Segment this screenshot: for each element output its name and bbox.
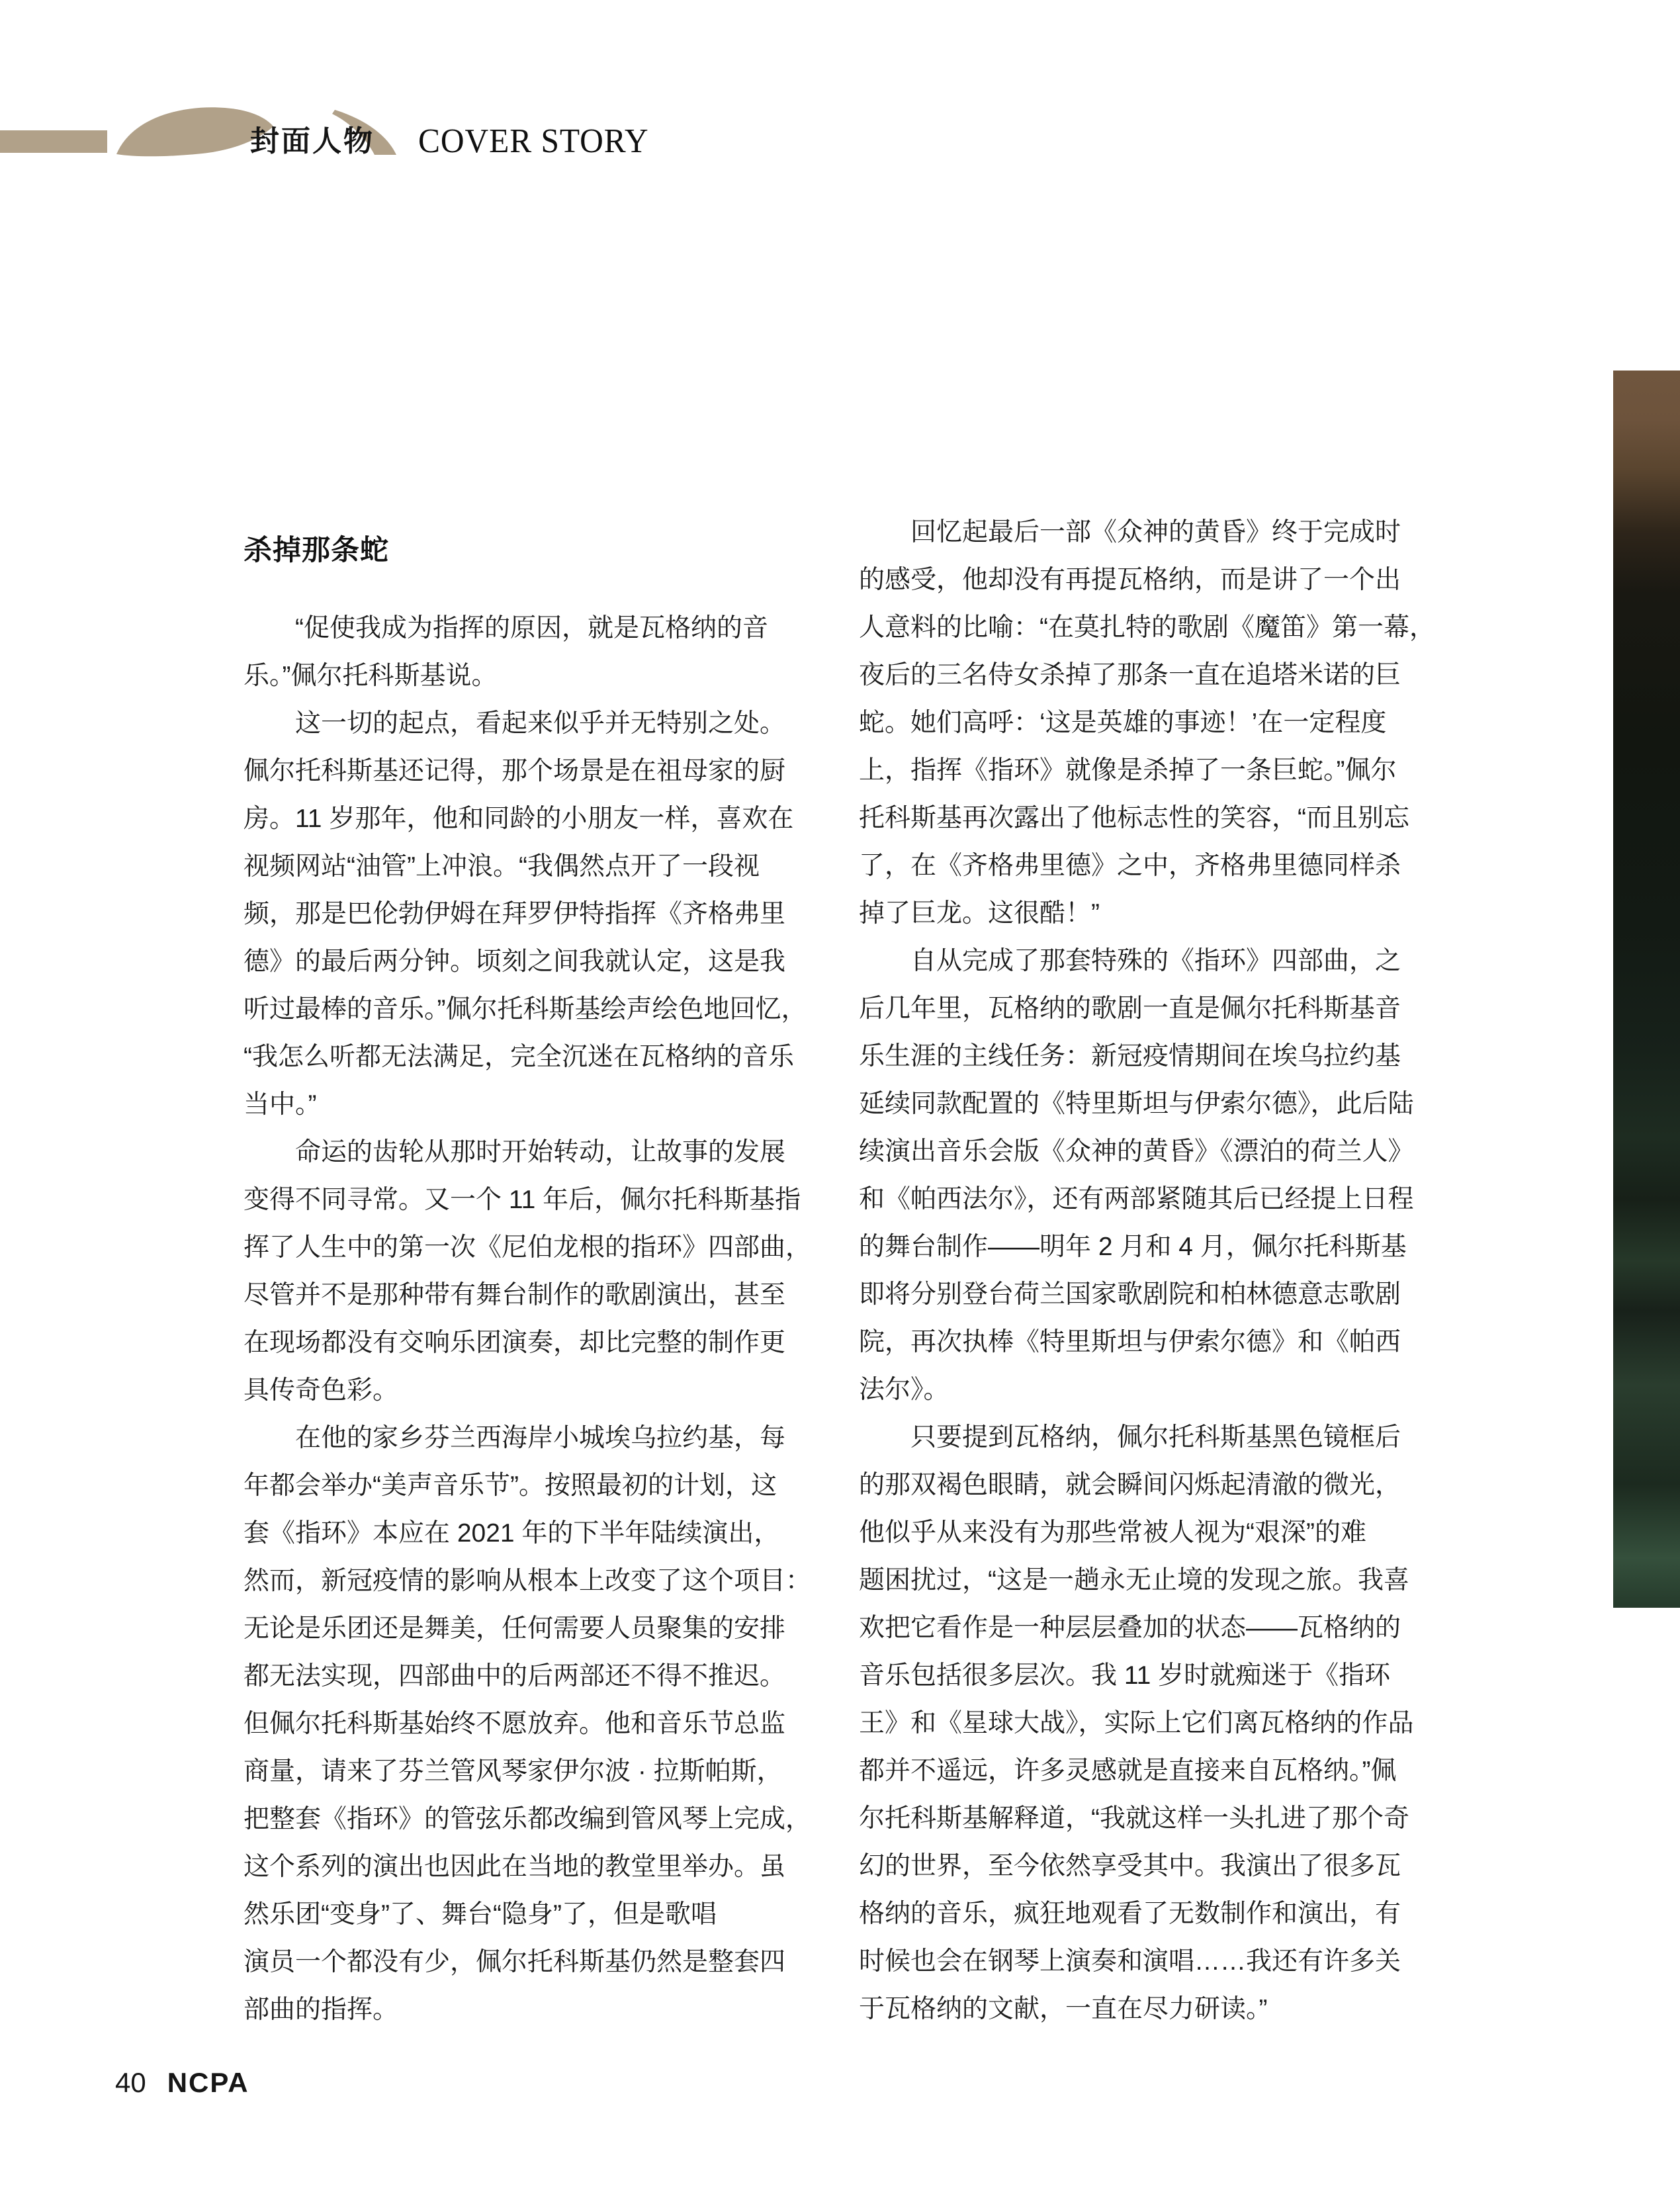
text-line: 命运的齿轮从那时开始转动，让故事的发展 <box>243 1138 786 1166</box>
text-line: 的那双褐色眼睛，就会瞬间闪烁起清澈的微光， <box>859 1471 1401 1499</box>
text-line: 上，指挥《指环》就像是杀掉了一条巨蛇。”佩尔 <box>859 756 1397 785</box>
text-line: 德》的最后两分钟。顷刻之间我就认定，这是我 <box>243 947 786 976</box>
brand-ncpa: NCPA <box>167 2067 249 2098</box>
text-line: 频，那是巴伦勃伊姆在拜罗伊特指挥《齐格弗里 <box>243 900 786 928</box>
article-right-column <box>859 509 1446 2033</box>
text-line: 音乐包括很多层次。我 11 岁时就痴迷于《指环 <box>859 1661 1391 1690</box>
text-line: 托科斯基再次露出了他标志性的笑容，“而且别忘 <box>859 804 1409 832</box>
text-line: 时候也会在钢琴上演奏和演唱……我还有许多关 <box>859 1947 1401 1976</box>
text-line: 但佩尔托科斯基始终不愿放弃。他和音乐节总监 <box>243 1710 786 1738</box>
text-line: 他似乎从来没有为那些常被人视为“艰深”的难 <box>859 1518 1366 1547</box>
text-line: 当中。” <box>243 1090 317 1119</box>
page-footer <box>115 2066 249 2100</box>
text-line: 把整套《指环》的管弦乐都改编到管风琴上完成， <box>243 1805 812 1833</box>
text-line: 的感受，他却没有再提瓦格纳，而是讲了一个出 <box>859 566 1401 594</box>
article-heading: 杀掉那条蛇 <box>243 535 389 566</box>
text-line: 欢把它看作是一种层层叠加的状态——瓦格纳的 <box>859 1614 1401 1642</box>
text-line: 蛇。她们高呼：‘这是英雄的事迹！’在一定程度 <box>859 709 1387 737</box>
text-line: 商量，请来了芬兰管风琴家伊尔波 · 拉斯帕斯， <box>243 1757 783 1786</box>
text-line: 的舞台制作——明年 2 月和 4 月，佩尔托科斯基 <box>859 1233 1407 1261</box>
text-line: “促使我成为指挥的原因，就是瓦格纳的音 <box>243 614 768 642</box>
text-line: 掉了巨龙。这很酷！” <box>859 899 1100 928</box>
text-line: 和《帕西法尔》，还有两部紧随其后已经提上日程 <box>859 1185 1414 1213</box>
text-line: 挥了人生中的第一次《尼伯龙根的指环》四部曲， <box>243 1233 812 1262</box>
text-line: 即将分别登台荷兰国家歌剧院和柏林德意志歌剧 <box>859 1280 1401 1309</box>
text-line: 人意料的比喻：“在莫扎特的歌剧《魔笛》第一幕， <box>859 613 1435 642</box>
edge-photo <box>1613 371 1680 1608</box>
text-line: 回忆起最后一部《众神的黄昏》终于完成时 <box>859 518 1401 547</box>
text-line: 后几年里，瓦格纳的歌剧一直是佩尔托科斯基音 <box>859 994 1401 1023</box>
text-line: 这个系列的演出也因此在当地的教堂里举办。虽 <box>243 1853 786 1881</box>
text-line: 了，在《齐格弗里德》之中，齐格弗里德同样杀 <box>859 852 1401 880</box>
text-line: 具传奇色彩。 <box>243 1376 399 1405</box>
text-line: 演员一个都没有少，佩尔托科斯基仍然是整套四 <box>243 1948 786 1976</box>
text-line: 无论是乐团还是舞美，任何需要人员聚集的安排 <box>243 1614 786 1643</box>
text-line: 只要提到瓦格纳，佩尔托科斯基黑色镜框后 <box>859 1423 1401 1452</box>
text-line: 都无法实现，四部曲中的后两部还不得不推迟。 <box>243 1662 786 1690</box>
text-line: 佩尔托科斯基还记得，那个场景是在祖母家的厨 <box>243 757 786 785</box>
text-line: 自从完成了那套特殊的《指环》四部曲，之 <box>859 947 1401 975</box>
text-line: 乐生涯的主线任务：新冠疫情期间在埃乌拉约基 <box>859 1042 1401 1071</box>
text-line: 在现场都没有交响乐团演奏，却比完整的制作更 <box>243 1329 786 1357</box>
text-line: 乐。”佩尔托科斯基说。 <box>243 662 498 690</box>
text-line: 套《指环》本应在 2021 年的下半年陆续演出， <box>243 1519 780 1548</box>
text-line: 尽管并不是那种带有舞台制作的歌剧演出，甚至 <box>243 1281 786 1309</box>
text-line: 在他的家乡芬兰西海岸小城埃乌拉约基，每 <box>243 1424 786 1452</box>
text-line: 幻的世界，至今依然享受其中。我演出了很多瓦 <box>859 1852 1401 1880</box>
text-line: 然而，新冠疫情的影响从根本上改变了这个项目： <box>243 1567 812 1595</box>
text-line: 房。11 岁那年，他和同龄的小朋友一样，喜欢在 <box>243 805 794 833</box>
text-line: 这一切的起点，看起来似乎并无特别之处。 <box>243 709 786 738</box>
text-line: 于瓦格纳的文献，一直在尽力研读。” <box>859 1995 1268 2023</box>
text-line: 部曲的指挥。 <box>243 1995 399 2024</box>
text-line: 格纳的音乐，疯狂地观看了无数制作和演出，有 <box>859 1900 1401 1928</box>
text-line: 听过最棒的音乐。”佩尔托科斯基绘声绘色地回忆， <box>243 995 807 1024</box>
text-line: 年都会举办“美声音乐节”。按照最初的计划，这 <box>243 1471 777 1500</box>
text-line: 变得不同寻常。又一个 11 年后，佩尔托科斯基指 <box>243 1186 801 1214</box>
text-line: 王》和《星球大战》，实际上它们离瓦格纳的作品 <box>859 1709 1414 1737</box>
article-left-column <box>243 605 814 2034</box>
text-line: 尔托科斯基解释道，“我就这样一头扎进了那个奇 <box>859 1804 1409 1833</box>
section-title-zh: 封面人物 <box>250 125 375 157</box>
text-line: 延续同款配置的《特里斯坦与伊索尔德》，此后陆 <box>859 1090 1414 1118</box>
text-line: “我怎么听都无法满足，完全沉迷在瓦格纳的音乐 <box>243 1043 794 1071</box>
page-number: 40 <box>115 2067 146 2098</box>
text-line: 续演出音乐会版《众神的黄昏》《漂泊的荷兰人》 <box>859 1137 1414 1166</box>
text-line: 视频网站“油管”上冲浪。“我偶然点开了一段视 <box>243 852 760 881</box>
header-accent-bar <box>0 130 107 153</box>
text-line: 然乐团“变身”了、舞台“隐身”了，但是歌唱 <box>243 1900 717 1929</box>
text-line: 院，再次执棒《特里斯坦与伊索尔德》和《帕西 <box>859 1328 1401 1356</box>
section-title-en: COVER STORY <box>418 122 649 160</box>
text-line: 夜后的三名侍女杀掉了那条一直在追塔米诺的巨 <box>859 661 1401 689</box>
text-line: 都并不遥远，许多灵感就是直接来自瓦格纳。”佩 <box>859 1757 1397 1785</box>
text-line: 题困扰过，“这是一趟永无止境的发现之旅。我喜 <box>859 1566 1409 1595</box>
text-line: 法尔》。 <box>859 1376 950 1404</box>
